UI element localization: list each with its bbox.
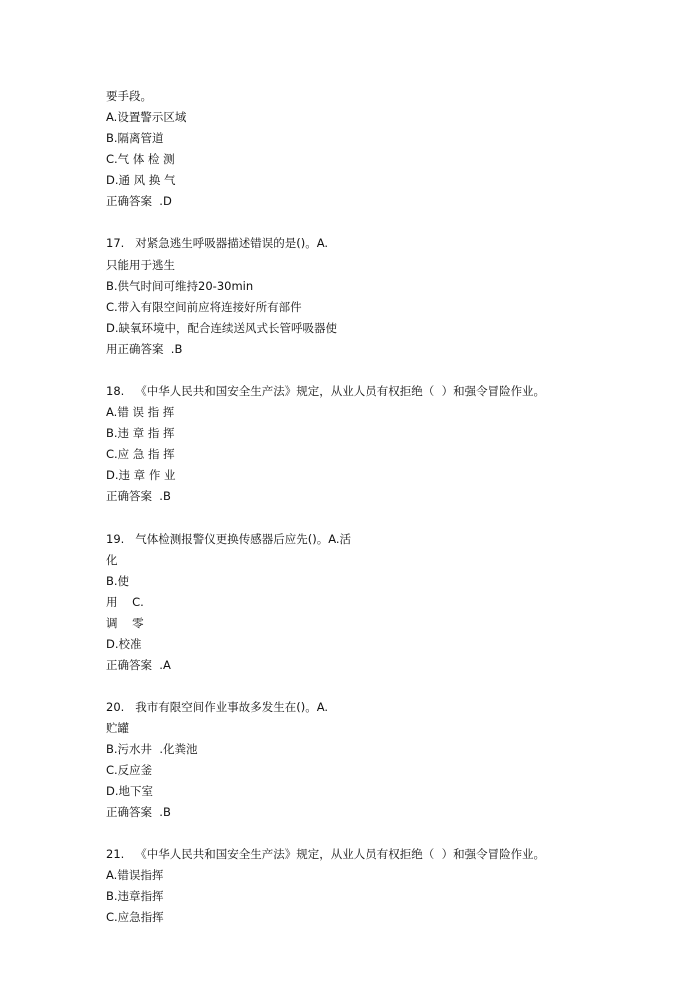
- option-line: D.校准: [106, 637, 142, 651]
- option-line: B.污水井 .化粪池: [106, 742, 198, 756]
- option-line: A.设置警示区域: [106, 110, 187, 124]
- question-20: 20. 我市有限空间作业事故多发生在()。A.: [106, 700, 329, 714]
- question-19: 19. 气体检测报警仪更换传感器后应先()。A.活: [106, 532, 352, 546]
- option-line: C.反应釜: [106, 763, 153, 777]
- answer-line: 用正确答案 .B: [106, 342, 183, 356]
- answer-line: 正确答案 .B: [106, 805, 171, 819]
- option-line: C.带入有限空间前应将连接好所有部件: [106, 300, 302, 314]
- option-line: B.使: [106, 574, 130, 588]
- option-line: D.违 章 作 业: [106, 468, 176, 482]
- option-line: C.气 体 检 测: [106, 152, 175, 166]
- question-21: 21. 《中华人民共和国安全生产法》规定，从业人员有权拒绝（ ）和强令冒险作业。: [106, 847, 546, 861]
- text-line: 化: [106, 553, 118, 567]
- text-line: 贮罐: [106, 721, 129, 735]
- option-line: B.违 章 指 挥: [106, 426, 175, 440]
- option-line: C.应 急 指 挥: [106, 447, 175, 461]
- option-line: 用 C.: [106, 595, 144, 609]
- question-17: 17. 对紧急逃生呼吸器描述错误的是()。A.: [106, 236, 329, 250]
- answer-line: 正确答案 .D: [106, 194, 172, 208]
- text-line: 要手段。: [106, 89, 152, 103]
- option-line: 调 零: [106, 616, 144, 630]
- answer-line: 正确答案 .B: [106, 489, 171, 503]
- option-line: B.隔离管道: [106, 131, 164, 145]
- option-line: A.错误指挥: [106, 868, 164, 882]
- option-line: D.地下室: [106, 784, 154, 798]
- option-line: B.违章指挥: [106, 889, 164, 903]
- option-line: A.错 误 指 挥: [106, 405, 175, 419]
- option-line: D.通 风 换 气: [106, 173, 176, 187]
- question-18: 18. 《中华人民共和国安全生产法》规定，从业人员有权拒绝（ ）和强令冒险作业。: [106, 384, 546, 398]
- option-line: B.供气时间可维持20-30min: [106, 279, 254, 293]
- answer-line: 正确答案 .A: [106, 658, 171, 672]
- option-line: D.缺氧环境中，配合连续送风式长管呼吸器使: [106, 321, 338, 335]
- option-line: C.应急指挥: [106, 910, 164, 924]
- text-line: 只能用于逃生: [106, 258, 175, 272]
